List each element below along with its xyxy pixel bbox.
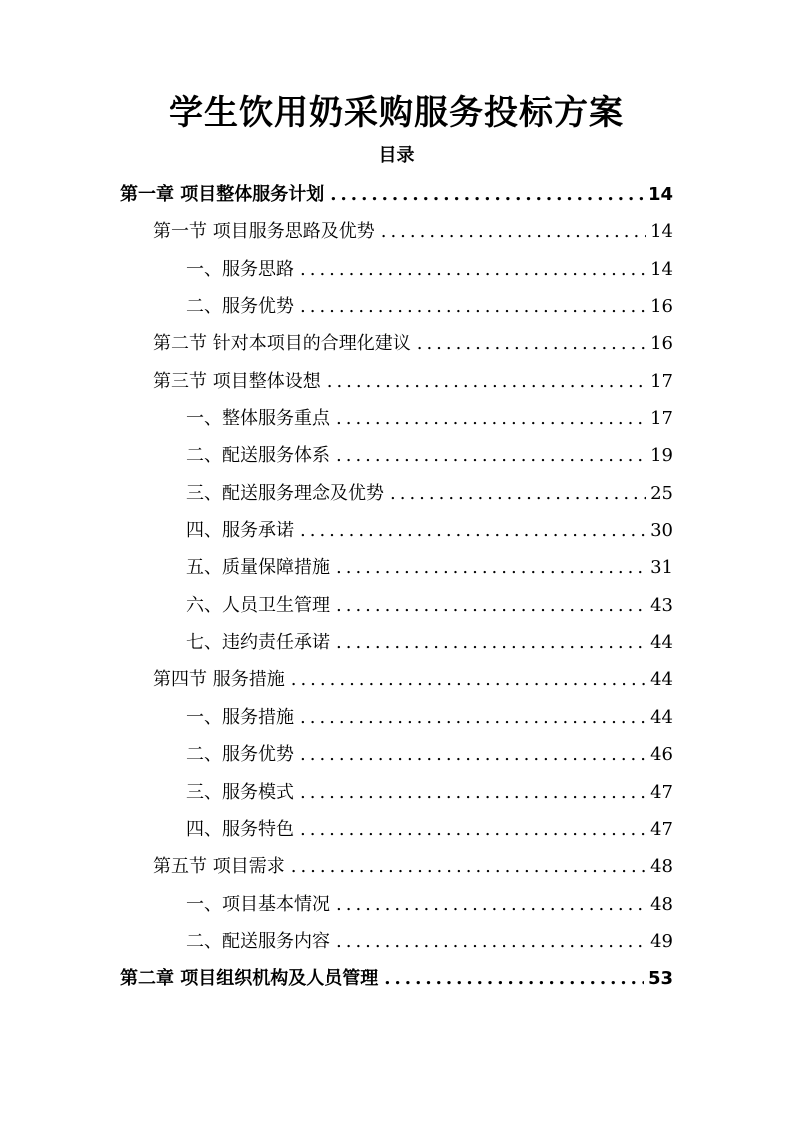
toc-page-number: 30	[650, 520, 673, 542]
toc-entry[interactable]	[120, 848, 673, 885]
toc-page-number: 14	[647, 184, 673, 205]
toc-page-number: 49	[650, 930, 673, 952]
toc-page-number: 47	[650, 818, 673, 840]
toc-page-number: 48	[650, 856, 673, 878]
toc-page-number: 43	[650, 594, 673, 616]
toc-entry-label: 第二章 项目组织机构及人员管理	[120, 968, 379, 990]
toc-dot-leader	[300, 699, 646, 736]
toc-entry[interactable]	[120, 699, 673, 736]
toc-entry-label: 一、服务思路	[186, 258, 294, 280]
toc-page-number: 17	[650, 408, 673, 430]
toc-page-number: 16	[650, 333, 673, 355]
toc-entry-label: 七、违约责任承诺	[186, 632, 330, 654]
toc-dot-leader	[300, 512, 646, 549]
toc-entry[interactable]	[120, 886, 673, 923]
toc-entry-label: 第一章 项目整体服务计划	[120, 184, 325, 205]
toc-page-number: 17	[650, 370, 673, 392]
toc-entry-label: 二、服务优势	[186, 744, 294, 766]
toc-dot-leader	[390, 475, 646, 512]
toc-page-number: 48	[650, 893, 673, 915]
toc-entry[interactable]	[120, 736, 673, 773]
toc-entry-label: 第一节 项目服务思路及优势	[153, 221, 375, 243]
toc-entry-label: 二、服务优势	[186, 296, 294, 318]
toc-page-number: 14	[650, 258, 673, 280]
document-title: 学生饮用奶采购服务投标方案	[169, 93, 624, 133]
toc-entry[interactable]	[120, 437, 673, 474]
toc-dot-leader	[336, 923, 646, 960]
toc-page-number: 44	[650, 706, 673, 728]
toc-entry[interactable]	[120, 774, 673, 811]
toc-dot-leader	[300, 251, 646, 288]
toc-entry[interactable]	[120, 624, 673, 661]
toc-entry-label: 三、服务模式	[186, 781, 294, 803]
toc-entry[interactable]	[120, 363, 673, 400]
toc-entry-label: 二、配送服务内容	[186, 930, 330, 952]
toc-entry[interactable]	[120, 549, 673, 586]
table-of-contents	[120, 176, 673, 998]
toc-dot-leader	[336, 624, 646, 661]
toc-dot-leader	[330, 176, 644, 213]
toc-entry[interactable]	[120, 661, 673, 698]
toc-page-number: 14	[650, 221, 673, 243]
toc-page-number: 25	[650, 482, 673, 504]
toc-dot-leader	[300, 736, 646, 773]
toc-dot-leader	[300, 774, 646, 811]
toc-entry-label: 第四节 服务措施	[153, 669, 285, 691]
toc-dot-leader	[336, 437, 646, 474]
toc-entry-label: 三、配送服务理念及优势	[186, 482, 384, 504]
toc-page-number: 44	[650, 632, 673, 654]
toc-entry-label: 第五节 项目需求	[153, 856, 285, 878]
toc-entry-label: 第二节 针对本项目的合理化建议	[153, 333, 411, 355]
toc-entry-label: 一、项目基本情况	[186, 893, 330, 915]
toc-page-number: 16	[650, 296, 673, 318]
toc-entry-label: 四、服务特色	[186, 818, 294, 840]
toc-page-number: 53	[647, 968, 673, 990]
toc-dot-leader	[336, 587, 646, 624]
toc-dot-leader	[300, 811, 646, 848]
toc-heading: 目录	[378, 145, 415, 166]
toc-entry[interactable]	[120, 400, 673, 437]
toc-entry-label: 一、整体服务重点	[186, 408, 330, 430]
toc-dot-leader	[384, 960, 644, 997]
toc-entry-label: 一、服务措施	[186, 706, 294, 728]
toc-entry[interactable]	[120, 213, 673, 250]
toc-entry-label: 六、人员卫生管理	[186, 594, 330, 616]
toc-dot-leader	[336, 886, 646, 923]
toc-page-number: 44	[650, 669, 673, 691]
toc-dot-leader	[417, 325, 646, 362]
toc-page-number: 19	[650, 445, 673, 467]
toc-entry-label: 第三节 项目整体设想	[153, 370, 321, 392]
toc-page-number: 31	[650, 557, 673, 579]
toc-dot-leader	[300, 288, 646, 325]
toc-dot-leader	[336, 400, 646, 437]
toc-dot-leader	[381, 213, 646, 250]
toc-entry[interactable]	[120, 176, 673, 213]
toc-entry[interactable]	[120, 288, 673, 325]
toc-entry-label: 五、质量保障措施	[186, 557, 330, 579]
toc-entry[interactable]	[120, 923, 673, 960]
toc-entry[interactable]	[120, 960, 673, 997]
toc-entry[interactable]	[120, 251, 673, 288]
toc-dot-leader	[336, 549, 646, 586]
toc-entry[interactable]	[120, 475, 673, 512]
toc-page-number: 46	[650, 744, 673, 766]
toc-entry[interactable]	[120, 512, 673, 549]
toc-entry[interactable]	[120, 325, 673, 362]
toc-entry[interactable]	[120, 587, 673, 624]
toc-dot-leader	[327, 363, 646, 400]
toc-entry-label: 四、服务承诺	[186, 520, 294, 542]
toc-dot-leader	[291, 661, 646, 698]
toc-entry[interactable]	[120, 811, 673, 848]
toc-page-number: 47	[650, 781, 673, 803]
toc-entry-label: 二、配送服务体系	[186, 445, 330, 467]
toc-dot-leader	[291, 848, 646, 885]
